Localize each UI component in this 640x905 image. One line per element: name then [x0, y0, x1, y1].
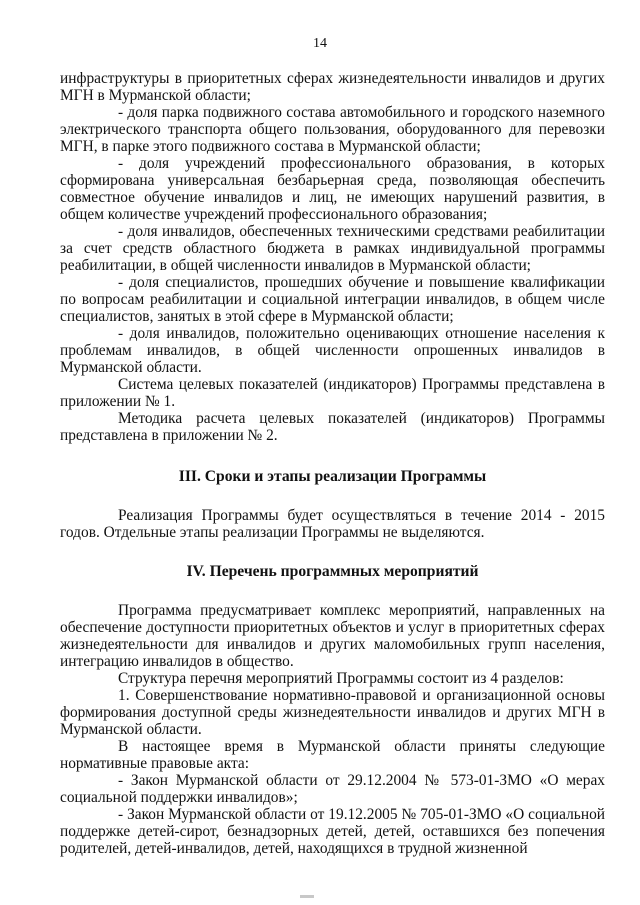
list-item-transport-share: - доля парка подвижного состава автомобильного и городского наземного электрического транспорта общего пользования, оборудованного для перевозки МГН, в парке этого подвижного состава в Мурманской области; — [60, 104, 605, 155]
paragraph-indicators-system: Система целевых показателей (индикаторов) Программы представлена в приложении № 1. — [60, 376, 605, 410]
list-item-attitude-share: - доля инвалидов, положительно оценивающих отношение населения к проблемам инвалидов, в общей численности опрошенных инвалидов в Мурманской области. — [60, 325, 605, 376]
section-4-paragraph: 1. Совершенствование нормативно-правовой и организационной основы формирования доступной среды жизнедеятельности инвалидов и других МГН в Мурманской области. — [60, 687, 605, 738]
section-heading-4: IV. Перечень программных мероприятий — [186, 563, 479, 580]
page-body — [60, 70, 605, 857]
list-item-law: - Закон Мурманской области от 29.12.2004 № 573-01-ЗМО «О мерах социальной поддержки инвалидов»; — [60, 772, 605, 806]
paragraph-continuation: инфраструктуры в приоритетных сферах жизнедеятельности инвалидов и других МГН в Мурманской области; — [60, 70, 605, 104]
section-4-paragraph: Структура перечня мероприятий Программы состоит из 4 разделов: — [118, 670, 564, 687]
section-heading-3: III. Сроки и этапы реализации Программы — [178, 468, 487, 485]
paragraph-indicators-method: Методика расчета целевых показателей (индикаторов) Программы представлена в приложении № 2. — [60, 410, 605, 444]
list-item-rehabilitation-means-share: - доля инвалидов, обеспеченных техническими средствами реабилитации за счет средств областного бюджета в рамках индивидуальной программы реабилитации, в общей численности инвалидов в Мурманской области; — [60, 223, 605, 274]
section-4-paragraph: В настоящее время в Мурманской области приняты следующие нормативные правовые акта: — [60, 738, 605, 772]
section-4-paragraph: Программа предусматривает комплекс мероприятий, направленных на обеспечение доступности приоритетных объектов и услуг в приоритетных сферах жизнедеятельности для инвалидов и других маломобильных групп населения, интеграцию инвалидов в общество. — [60, 602, 605, 670]
list-item-education-share: - доля учреждений профессионального образования, в которых сформирована универсальная безбарьерная среда, позволяющая обеспечить совместное обучение инвалидов и лиц, не имеющих нарушений развития, в общем количестве учреждений профессионального образования; — [60, 155, 605, 223]
scan-artifact — [300, 895, 314, 898]
page-number: 14 — [313, 36, 327, 51]
list-item-law: - Закон Мурманской области от 19.12.2005 № 705-01-ЗМО «О социальной поддержке детей-сирот, безнадзорных детей, детей, оставшихся без попечения родителей, детей-инвалидов, детей, находящихся в трудной жизненной — [60, 806, 605, 857]
section-3-paragraph: Реализация Программы будет осуществляться в течение 2014 - 2015 годов. Отдельные этапы реализации Программы не выделяются. — [60, 507, 605, 541]
list-item-specialists-share: - доля специалистов, прошедших обучение и повышение квалификации по вопросам реабилитации и социальной интеграции инвалидов, в общем числе специалистов, занятых в этой сфере в Мурманской области; — [60, 274, 605, 325]
